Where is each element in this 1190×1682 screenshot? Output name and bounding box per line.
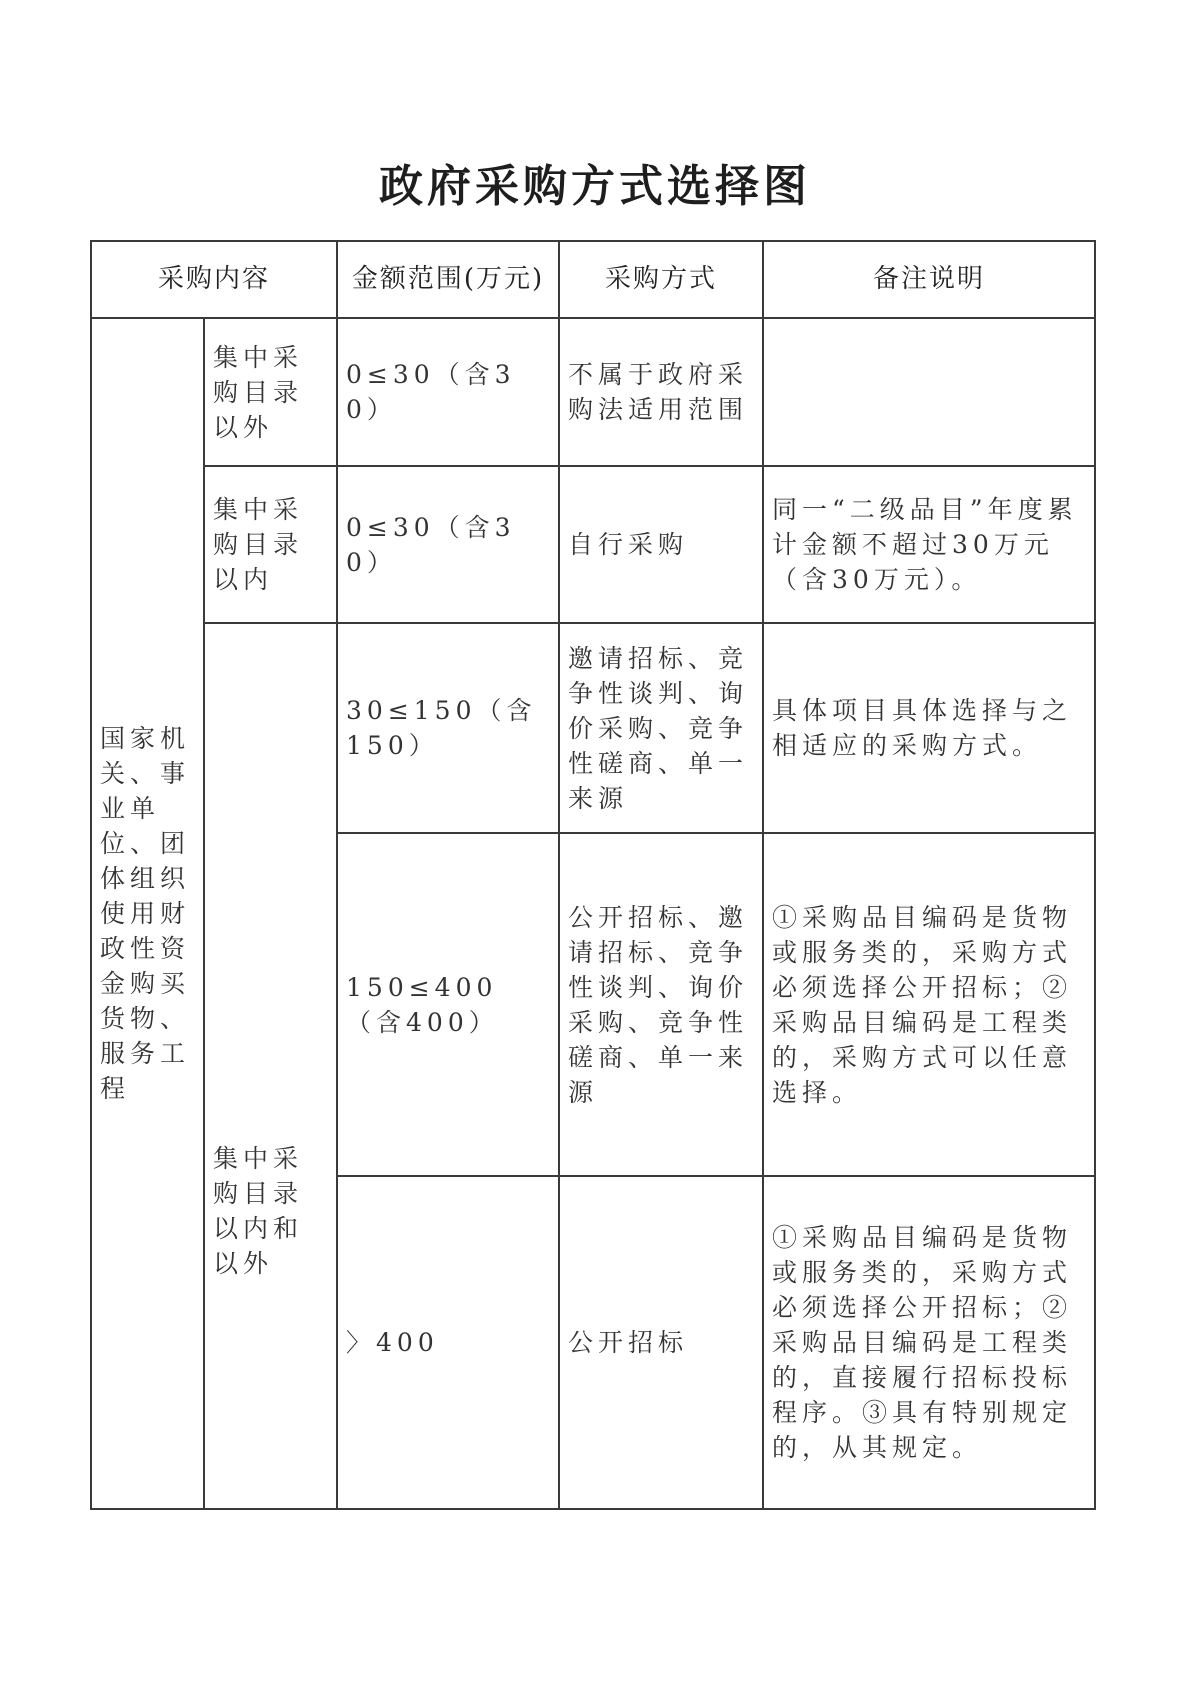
table-row (91, 466, 1095, 623)
header-note: 备注说明 (763, 241, 1095, 318)
note-cell (763, 318, 1095, 466)
amount-cell: 〉400 (337, 1176, 559, 1509)
note-cell: ①采购品目编码是货物或服务类的，采购方式必须选择公开招标；②采购品目编码是工程类的，采购方式可以任意选择。 (763, 833, 1095, 1176)
procurement-table (90, 240, 1096, 1510)
amount-cell: 0≤30（含30） (337, 318, 559, 466)
method-cell: 公开招标 (559, 1176, 763, 1509)
table-row (91, 318, 1095, 466)
header-amount: 金额范围(万元) (337, 241, 559, 318)
method-cell: 公开招标、邀请招标、竞争性谈判、询价采购、竞争性磋商、单一来源 (559, 833, 763, 1176)
amount-cell: 150≤400（含400） (337, 833, 559, 1176)
header-content: 采购内容 (91, 241, 337, 318)
method-cell: 不属于政府采购法适用范围 (559, 318, 763, 466)
note-cell: ①采购品目编码是货物或服务类的，采购方式必须选择公开招标；②采购品目编码是工程类的，直接履行招标投标程序。③具有特别规定的，从其规定。 (763, 1176, 1095, 1509)
method-cell: 自行采购 (559, 466, 763, 623)
scope-cell: 集中采购目录以内和以外 (204, 623, 337, 1509)
amount-cell: 30≤150（含150） (337, 623, 559, 833)
note-cell: 同一“二级品目”年度累计金额不超过30万元（含30万元）。 (763, 466, 1095, 623)
header-method: 采购方式 (559, 241, 763, 318)
scope-cell: 集中采购目录以外 (204, 318, 337, 466)
subject-cell: 国家机关、事业单位、团体组织使用财政性资金购买货物、服务工程 (91, 318, 204, 1509)
page-title: 政府采购方式选择图 (379, 161, 811, 212)
method-cell: 邀请招标、竞争性谈判、询价采购、竞争性磋商、单一来源 (559, 623, 763, 833)
header-row (91, 241, 1095, 318)
table-row (91, 623, 1095, 833)
scope-cell: 集中采购目录以内 (204, 466, 337, 623)
amount-cell: 0≤30（含30） (337, 466, 559, 623)
note-cell: 具体项目具体选择与之相适应的采购方式。 (763, 623, 1095, 833)
